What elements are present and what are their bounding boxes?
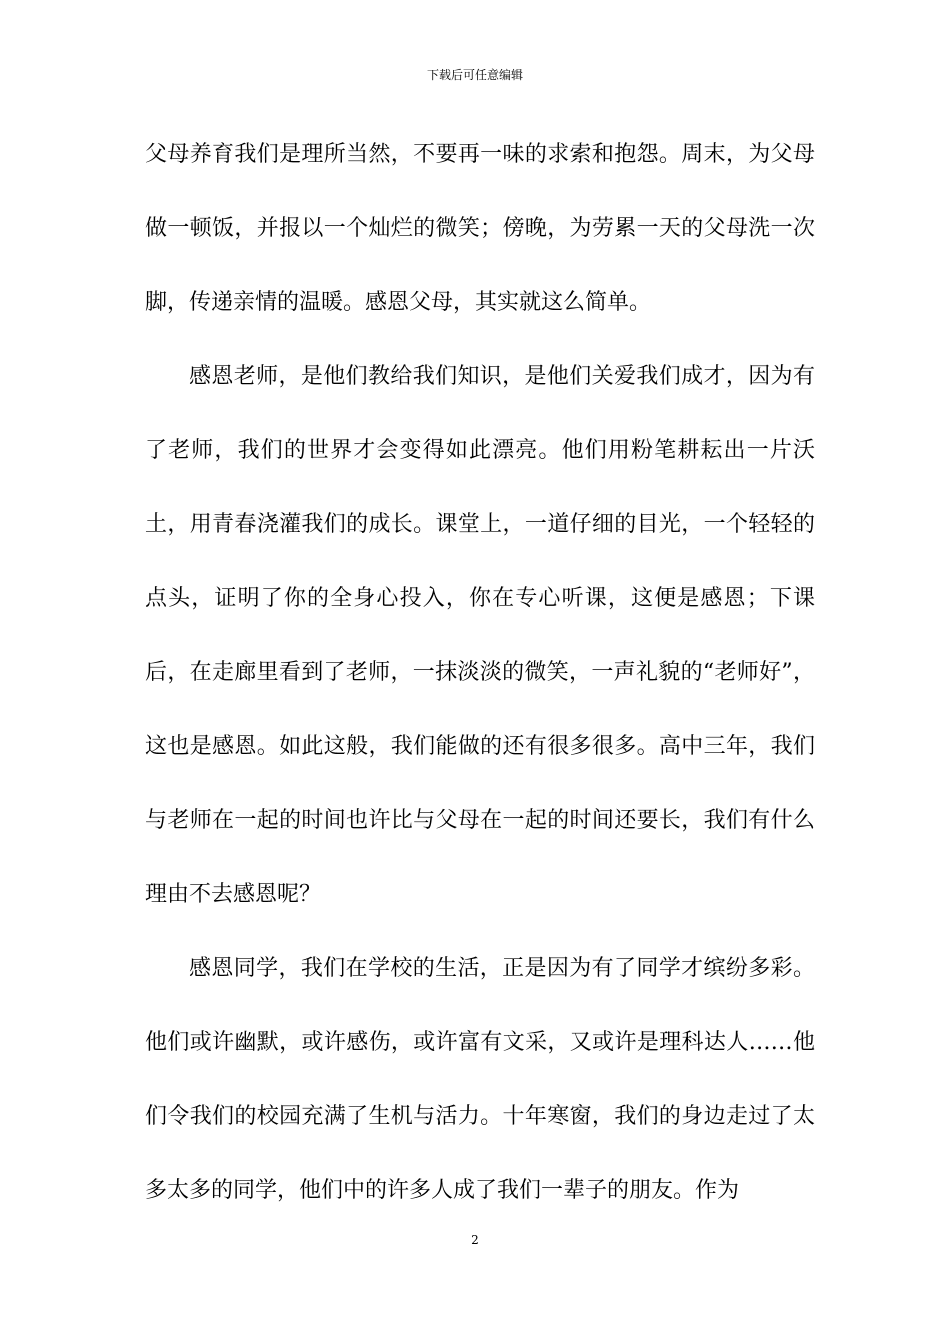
page-header: 下载后可任意编辑 (426, 68, 523, 82)
paragraph-parents: 父母养育我们是理所当然，不要再一味的求索和抱怨。周末，为父母做一顿饭，并报以一个灿烂的微笑；傍晚，为劳累一天的父母洗一次脚，传递亲情的温暖。感恩父母，其实就这么简单。 (145, 142, 815, 315)
paragraph-classmates: 感恩同学，我们在学校的生活，正是因为有了同学才缤纷多彩。他们或许幽默，或许感伤，或许富有文采，又或许是理科达人……他们令我们的校园充满了生机与活力。十年寒窗，我们的身边走过了太多太多的同学，他们中的许多人成了我们一辈子的朋友。作为 (145, 956, 815, 1203)
paragraph-teachers: 感恩老师，是他们教给我们知识，是他们关爱我们成才，因为有了老师，我们的世界才会变得如此漂亮。他们用粉笔耕耘出一片沃土，用青春浇灌我们的成长。课堂上，一道仔细的目光，一个轻轻的点头，证明了你的全身心投入，你在专心听课，这便是感恩；下课后，在走廊里看到了老师，一抹淡淡的微笑，一声礼貌的“老师好”，这也是感恩。如此这般，我们能做的还有很多很多。高中三年，我们与老师在一起的时间也许比与父母在一起的时间还要长，我们有什么理由不去感恩呢？ (145, 364, 815, 907)
page-number: 2 (471, 1233, 479, 1247)
body-text (145, 118, 815, 1228)
